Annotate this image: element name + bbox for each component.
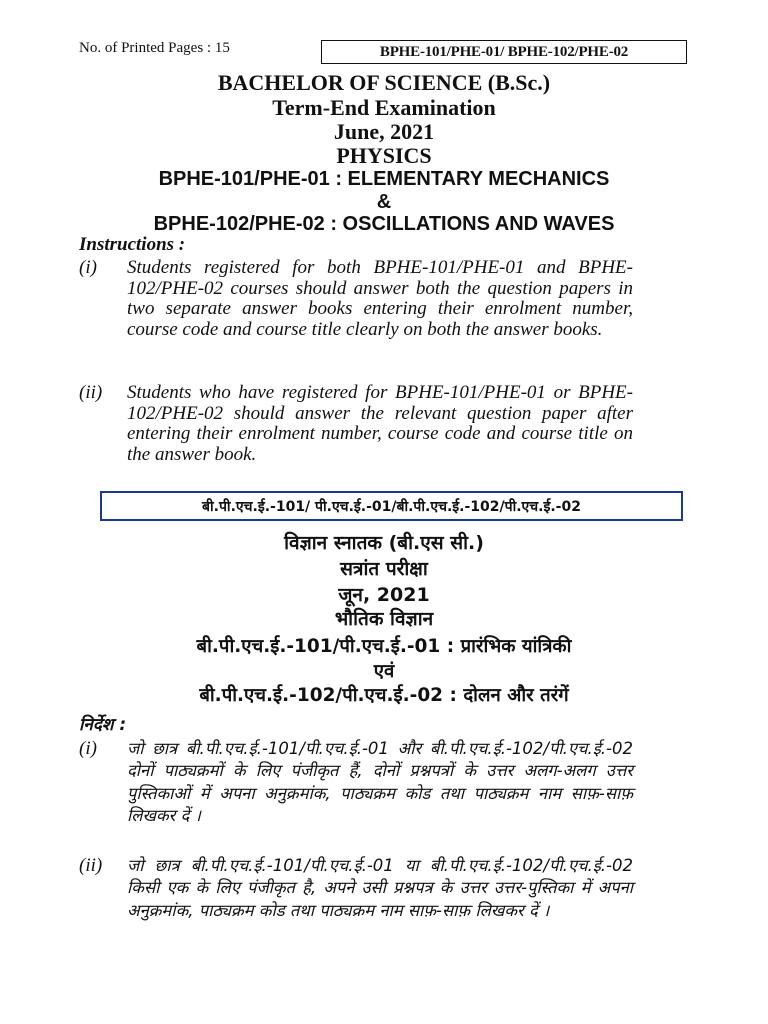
hindi-course-code-box: [100, 491, 683, 521]
degree-title: BACHELOR OF SCIENCE (B.Sc.): [217, 70, 551, 95]
hindi-instruction-number: (ii): [79, 855, 103, 876]
hindi-conjunction: एवं: [373, 661, 395, 682]
subject-title: PHYSICS: [336, 143, 432, 168]
hindi-subject-title: भौतिक विज्ञान: [334, 608, 434, 630]
instruction-number: (i): [79, 257, 97, 278]
hindi-exam-title: सत्रांत परीक्षा: [340, 558, 428, 580]
instruction-text: Students registered for both BPHE-101/PHE-01 and BPHE-102/PHE-02 courses should answer both the question papers in two separate answer books entering their enrolment number, course code and course title clearly on both the answer books.: [127, 257, 633, 340]
instruction-number: (ii): [79, 382, 103, 403]
instruction-text: Students who have registered for BPHE-101/PHE-01 or BPHE-102/PHE-02 should answer the relevant question paper after entering their enrolment number, course code and course title on the answer book.: [127, 382, 633, 465]
hindi-instructions-heading: निर्देश :: [79, 715, 127, 735]
printed-pages-count: No. of Printed Pages : 15: [79, 40, 230, 56]
hindi-instruction-number: (i): [79, 738, 97, 759]
exam-date: June, 2021: [333, 119, 435, 144]
ampersand: &: [376, 191, 392, 213]
course-code-label: BPHE-101/PHE-01/ BPHE-102/PHE-02: [379, 43, 629, 60]
hindi-course-title-2: बी.पी.एच.ई.-102/पी.एच.ई.-02 : दोलन और तरंगें: [199, 685, 569, 706]
exam-title: Term-End Examination: [272, 95, 496, 120]
course-title-1: BPHE-101/PHE-01 : ELEMENTARY MECHANICS: [158, 168, 610, 190]
hindi-instruction-text: जो छात्र बी.पी.एच.ई.-101/पी.एच.ई.-01 और बी.पी.एच.ई.-102/पी.एच.ई.-02 दोनों पाठ्यक्रमों के लिए पंजीकृत हैं, दोनों प्रश्नपत्रों के उत्तर अलग-अलग उत्तर पुस्तिकाओं में अपना अनुक्रमांक, पाठ्यक्रम कोड तथा पाठ्यक्रम नाम साफ़-साफ़ लिखकर दें ।: [127, 739, 633, 826]
hindi-instruction-text: जो छात्र बी.पी.एच.ई.-101/पी.एच.ई.-01 या बी.पी.एच.ई.-102/पी.एच.ई.-02 किसी एक के लिए पंजीकृत है, अपने उसी प्रश्नपत्र के उत्तर उत्तर-पुस्तिका में अपना अनुक्रमांक, पाठ्यक्रम कोड तथा पाठ्यक्रम नाम साफ़-साफ़ लिखकर दें ।: [127, 856, 633, 920]
hindi-degree-title: विज्ञान स्नातक (बी.एस सी.): [284, 532, 484, 554]
instructions-heading: Instructions :: [79, 234, 186, 255]
course-title-2: BPHE-102/PHE-02 : OSCILLATIONS AND WAVES: [153, 213, 615, 235]
course-code-box: [321, 40, 687, 64]
hindi-exam-date: जून, 2021: [338, 584, 430, 606]
hindi-course-title-1: बी.पी.एच.ई.-101/पी.एच.ई.-01 : प्रारंभिक यांत्रिकी: [196, 636, 572, 657]
hindi-course-code-label: बी.पी.एच.ई.-101/ पी.एच.ई.-01/बी.पी.एच.ई.-102/पी.एच.ई.-02: [202, 498, 581, 515]
